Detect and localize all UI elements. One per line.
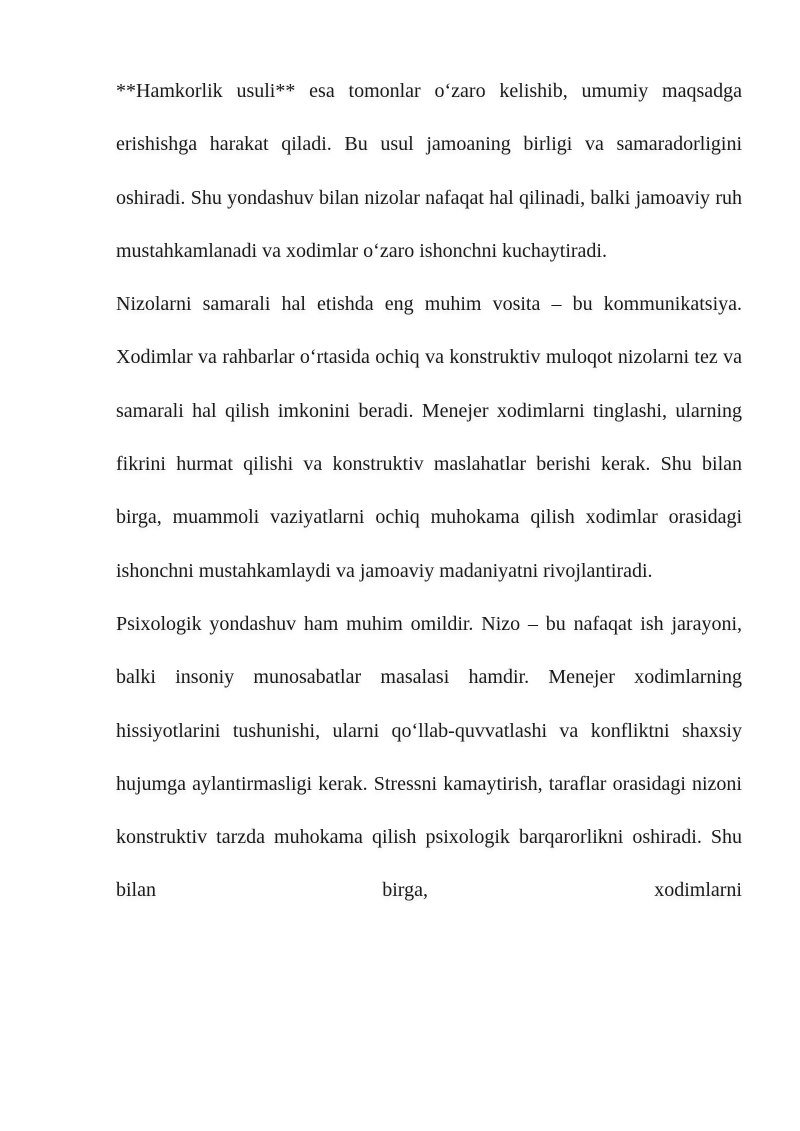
paragraph-psixologik-yondashuv: Psixologik yondashuv ham muhim omildir. Nizo – bu nafaqat ish jarayoni, balki insoniy munosabatlar masalasi hamdir. Menejer xodimlarning hissiyotlarini tushunishi, ularni qo‘llab-quvvatlashi va konfliktni shaxsiy hujumga aylantirmasligi kerak. Stressni kamaytirish, taraflar orasidagi nizoni konstruktiv tarzda muhokama qilish psixologik barqarorlikni oshiradi. Shu bilan birga, xodimlarni xyxy=(116,612,742,902)
paragraph-kommunikatsiya: Nizolarni samarali hal etishda eng muhim vosita – bu kommunikatsiya. Xodimlar va rahbarlar o‘rtasida ochiq va konstruktiv muloqot nizolarni tez va samarali hal qilish imkonini beradi. Menejer xodimlarni tinglashi, ularning fikrini hurmat qilishi va konstruktiv maslahatlar berishi kerak. Shu bilan birga, muammoli vaziyatlarni ochiq muhokama qilish xodimlar orasidagi ishonchni mustahkamlaydi va jamoaviy madaniyatni rivojlantiradi. xyxy=(116,293,742,582)
paragraph-hamkorlik-usuli: **Hamkorlik usuli** esa tomonlar o‘zaro kelishib, umumiy maqsadga erishishga harakat qiladi. Bu usul jamoaning birligi va samaradorligini oshiradi. Shu yondashuv bilan nizolar nafaqat hal qilinadi, balki jamoaviy ruh mustahkamlanadi va xodimlar o‘zaro ishonchni kuchaytiradi. xyxy=(116,80,742,262)
document-body xyxy=(116,65,742,918)
